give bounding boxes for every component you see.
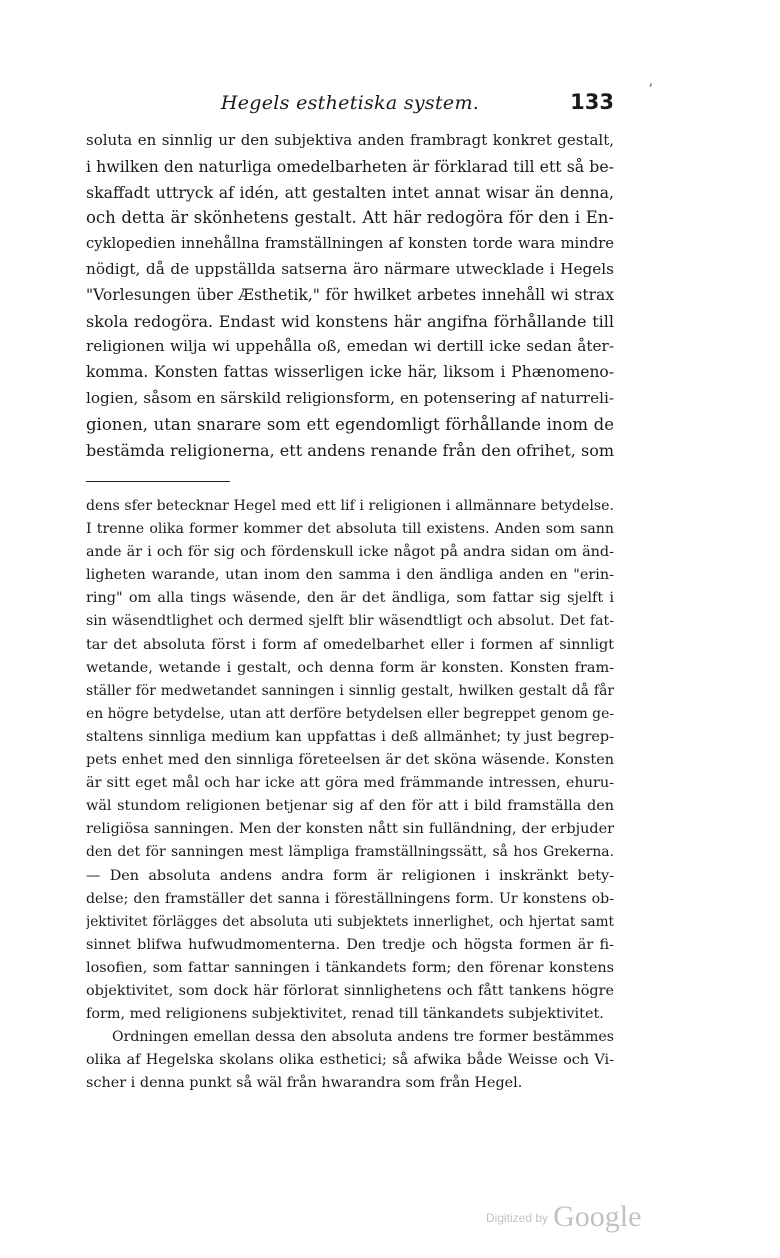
footnote-line: pets enhet med den sinnliga företeelsen är det sköna wäsende. Konsten [86, 752, 614, 769]
footnote-line: ande är i och för sig och fördenskull icke något på andra sidan om änd- [86, 544, 614, 561]
footnote-line: är sitt eget mål och har icke att göra med främmande intressen, ehuru- [86, 775, 614, 792]
text-line: soluta en sinnlig ur den subjektiva anden frambragt konkret gestalt, [86, 131, 614, 149]
running-title: Hegels esthetiska system. [220, 92, 480, 114]
footnote-line: Ordningen emellan dessa den absoluta andens tre former bestämmes [112, 1029, 614, 1046]
footnote-line: — Den absoluta andens andra form är religionen i inskränkt bety- [86, 867, 614, 884]
footnote-line: wäl stundom religionen betjenar sig af den för att i bild framställa den [86, 798, 614, 815]
footnote-line: wetande, wetande i gestalt, och denna form är konsten. Konsten fram- [86, 659, 614, 676]
text-line: skola redogöra. Endast wid konstens här angifna förhållande till [86, 311, 614, 331]
margin-mark: ʼ [648, 82, 653, 98]
footnote-line: tar det absoluta först i form af omedelbarhet eller i formen af sinnligt [86, 636, 614, 653]
text-line: religionen wilja wi uppehålla oß, emedan wi dertill icke sedan åter- [86, 337, 614, 356]
text-line: och detta är skönhetens gestalt. Att här redogöra för den i En- [86, 208, 614, 228]
footnote-line: olika af Hegelska skolans olika esthetici; så afwika både Weisse och Vi- [86, 1052, 614, 1069]
footnote-line: en högre betydelse, utan att derföre betydelsen eller begreppet genom ge- [86, 705, 614, 722]
text-line: komma. Konsten fattas wisserligen icke här, liksom i Phænomeno- [86, 363, 614, 382]
footnote-line: ställer för medwetandet sanningen i sinnlig gestalt, hwilken gestalt då får [86, 682, 614, 699]
footnote-line: losofien, som fattar sanningen i tänkandets form; den förenar konstens [86, 959, 614, 976]
footnote-rule [86, 481, 230, 482]
footnote-line: I trenne olika former kommer det absoluta till existens. Anden som sann [86, 521, 614, 538]
footnote-line: scher i denna punkt så wäl från hwarandra som från Hegel. [86, 1075, 523, 1092]
page-number: 133 [570, 90, 614, 114]
footnote-line: delse; den framställer det sanna i föreställningens form. Ur konstens ob- [86, 890, 614, 907]
footnote-line: den det för sanningen mest lämpliga framställningssätt, så hos Grekerna. [86, 844, 614, 861]
page-header [86, 90, 614, 122]
footnote-line: dens sfer betecknar Hegel med ett lif i religionen i allmännare betydelse. [86, 498, 614, 514]
footnote-line: staltens sinnliga medium kan uppfattas i deß allmänhet; ty just begrep- [86, 728, 614, 745]
text-line: cyklopedien innehållna framställningen af konsten torde wara mindre [86, 235, 614, 253]
footnote-line: sinnet blifwa hufwudmomenterna. Den tredje och högsta formen är fi- [86, 936, 614, 953]
digitized-by-label: Digitized by [486, 1211, 549, 1225]
footnote [86, 495, 614, 1095]
text-line: logien, såsom en särskild religionsform, en potensering af naturreli- [86, 388, 614, 407]
text-line: i hwilken den naturliga omedelbarheten är förklarad till ett så be- [86, 156, 614, 176]
footnote-line: jektivitet förlägges det absoluta uti subjektets innerlighet, och hjertat samt [86, 913, 614, 930]
text-line: nödigt, då de uppställda satserna äro närmare utwecklade i Hegels [86, 259, 614, 278]
google-logo: Google [553, 1200, 642, 1233]
footnote-line: form, med religionens subjektivitet, renad till tänkandets subjektivitet. [86, 1006, 604, 1023]
text-line: "Vorlesungen über Æsthetik," för hwilket arbetes innehåll wi strax [86, 285, 614, 304]
footnote-line: ligheten warande, utan inom den samma i den ändliga anden en "erin- [86, 567, 614, 584]
text-line: skaffadt uttryck af idén, att gestalten intet annat wisar än denna, [86, 182, 614, 202]
text-line: bestämda religionerna, ett andens renande från den ofrihet, som [86, 440, 614, 460]
main-text [86, 128, 614, 463]
footnote-line: ring" om alla tings wäsende, den är det ändliga, som fattar sig sjelft i [86, 590, 614, 607]
footnote-line: religiösa sanningen. Men der konsten nått sin fulländning, der erbjuder [86, 821, 614, 838]
footnote-line: objektivitet, som dock här förlorat sinnlighetens och fått tankens högre [86, 982, 614, 999]
digitized-watermark [486, 1200, 641, 1234]
text-line: gionen, utan snarare som ett egendomligt förhållande inom de [86, 414, 614, 434]
footnote-line: sin wäsendtlighet och dermed sjelft blir wäsendtligt och absolut. Det fat- [86, 613, 614, 630]
